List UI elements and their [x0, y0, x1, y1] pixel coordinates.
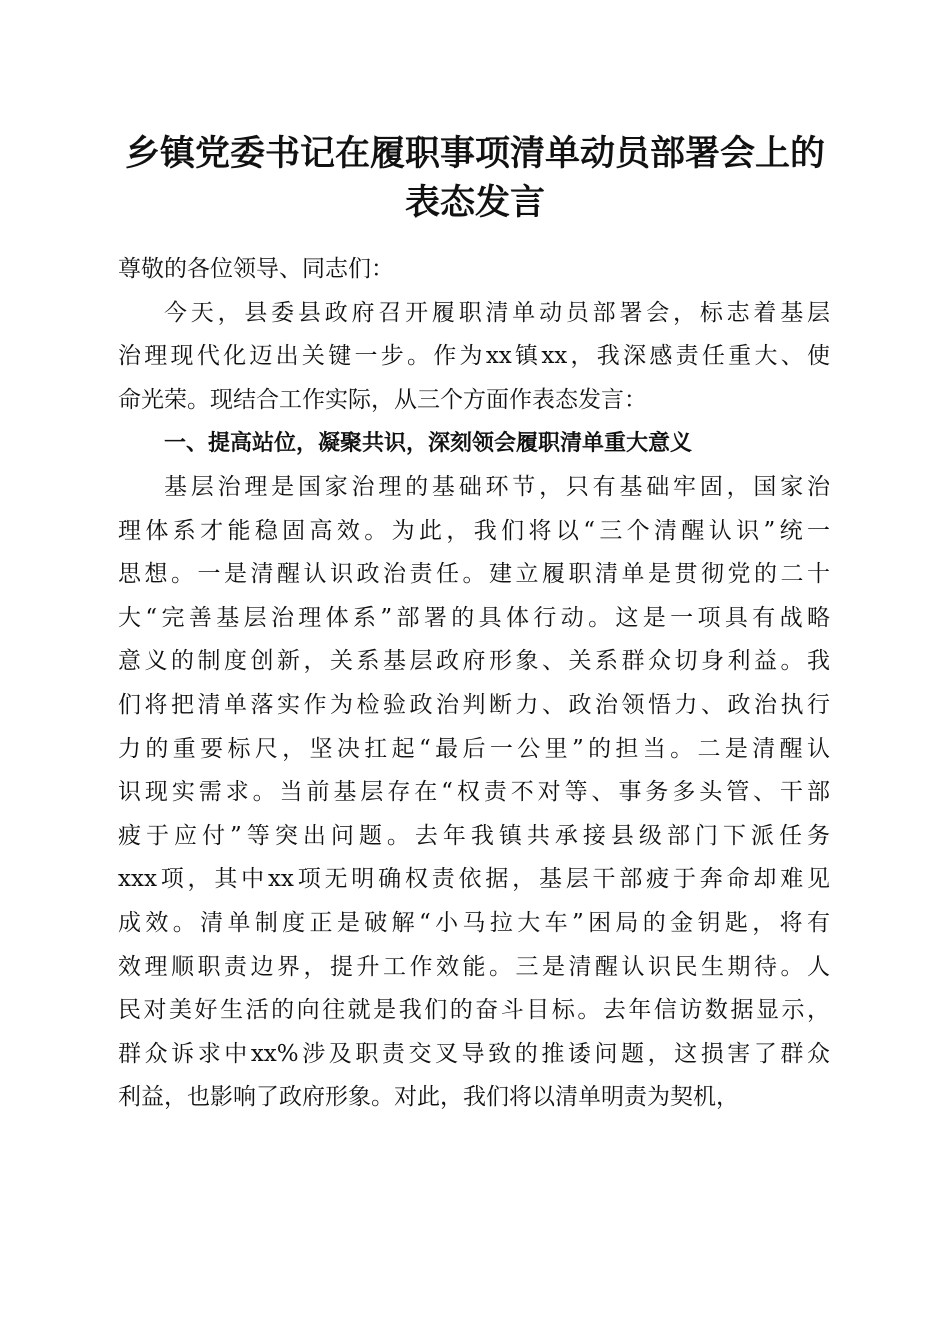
title-line-1: 乡镇党委书记在履职事项清单动员部署会上的	[124, 134, 825, 174]
paragraph-1-line: 命光荣。现结合工作实际，从三个方面作表态发言：	[118, 386, 647, 413]
paragraph-2-line: 力的重要标尺，坚决扛起“最后一公里”的担当。二是清醒认	[118, 735, 830, 762]
paragraph-1-line: 今天，县委县政府召开履职清单动员部署会，标志着基层	[164, 299, 830, 326]
paragraph-2-line: 利益，也影响了政府形象。对此，我们将以清单明责为契机，	[118, 1084, 739, 1111]
paragraph-2-line: 效理顺职责边界，提升工作效能。三是清醒认识民生期待。人	[118, 953, 830, 980]
paragraph-2-line: 群众诉求中xx%涉及职责交叉导致的推诿问题，这损害了群众	[118, 1040, 830, 1067]
salutation: 尊敬的各位领导、同志们：	[118, 256, 394, 282]
paragraph-2-line: 们将把清单落实作为检验政治判断力、政治领悟力、政治执行	[118, 691, 830, 718]
paragraph-1-line: 治理现代化迈出关键一步。作为xx镇xx，我深感责任重大、使	[118, 343, 830, 370]
paragraph-2-line: 基层治理是国家治理的基础环节，只有基础牢固，国家治	[164, 473, 830, 500]
paragraph-2-line: 识现实需求。当前基层存在“权责不对等、事务多头管、干部	[118, 779, 830, 806]
paragraph-2-line: 疲于应付”等突出问题。去年我镇共承接县级部门下派任务	[118, 822, 830, 849]
section-1-heading: 一、提高站位，凝聚共识，深刻领会履职清单重大意义	[164, 431, 693, 457]
paragraph-2-line: 意义的制度创新，关系基层政府形象、关系群众切身利益。我	[118, 648, 830, 675]
paragraph-2-line: 成效。清单制度正是破解“小马拉大车”困局的金钥匙，将有	[118, 909, 830, 936]
document-title	[100, 130, 850, 228]
document-body	[118, 248, 830, 1120]
paragraph-2-line: 大“完善基层治理体系”部署的具体行动。这是一项具有战略	[118, 604, 830, 631]
paragraph-2-line: 思想。一是清醒认识政治责任。建立履职清单是贯彻党的二十	[118, 561, 830, 588]
title-line-2: 表态发言	[404, 183, 545, 223]
paragraph-2-line: 民对美好生活的向往就是我们的奋斗目标。去年信访数据显示，	[118, 997, 830, 1024]
paragraph-2-line: xxx项，其中xx项无明确权责依据，基层干部疲于奔命却难见	[118, 866, 830, 893]
paragraph-2-line: 理体系才能稳固高效。为此，我们将以“三个清醒认识”统一	[118, 517, 830, 544]
